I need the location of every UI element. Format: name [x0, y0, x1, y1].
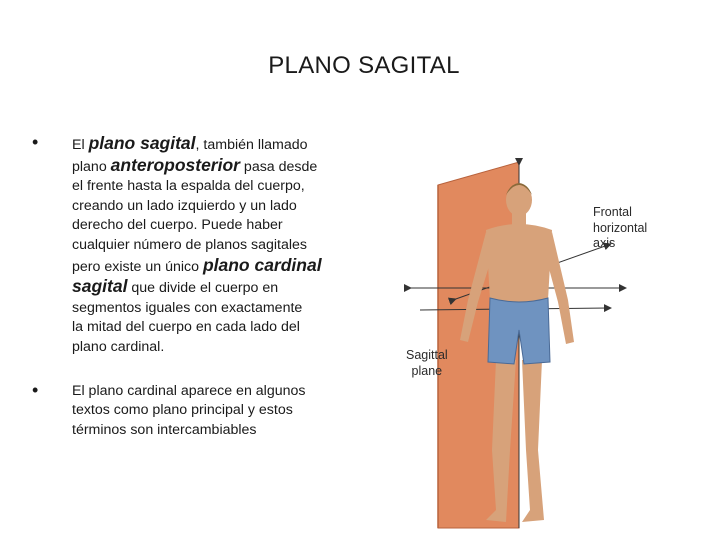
line-9: segmentos iguales con exactamente: [72, 299, 303, 316]
line-2: plano anteroposterior pasa desde: [72, 154, 318, 175]
line-1: El plano cardinal aparece en algunos: [72, 382, 306, 399]
line-4: creando un lado izquierdo y un lado: [72, 197, 297, 214]
bullet-list: [30, 134, 360, 440]
line-1: El plano sagital, también llamado: [72, 133, 308, 153]
line-10: la mitad del cuerpo en cada lado del: [72, 319, 300, 336]
bullet-item-2: [30, 379, 360, 441]
line-7: pero existe un único plano cardinal: [72, 254, 322, 275]
sagittal-plane-label: Sagittal plane: [406, 348, 448, 378]
frontal-axis-label: Frontal horizontal axis: [593, 205, 648, 250]
bullet-item-1: [30, 134, 360, 358]
line-2: textos como plano principal y estos: [72, 402, 293, 419]
sagittal-plane-figure: [388, 150, 688, 540]
term-anteroposterior: anteroposterior: [110, 154, 240, 175]
term-plano-cardinal: plano cardinal: [202, 254, 322, 275]
line-8: sagital que divide el cuerpo en: [72, 276, 279, 297]
line-5: derecho del cuerpo. Puede haber: [72, 217, 283, 234]
term-sagital: sagital: [72, 276, 128, 297]
bullet-symbol: •: [32, 132, 39, 152]
line-3: términos son intercambiables: [72, 421, 257, 438]
term-plano-sagital: plano sagital: [88, 133, 196, 153]
bullet-symbol: •: [32, 379, 39, 400]
line-11: plano cardinal.: [72, 338, 165, 355]
line-6: cualquier número de planos sagitales: [72, 236, 308, 253]
line-3: el frente hasta la espalda del cuerpo,: [72, 178, 305, 195]
slide-title: PLANO SAGITAL: [268, 52, 460, 79]
